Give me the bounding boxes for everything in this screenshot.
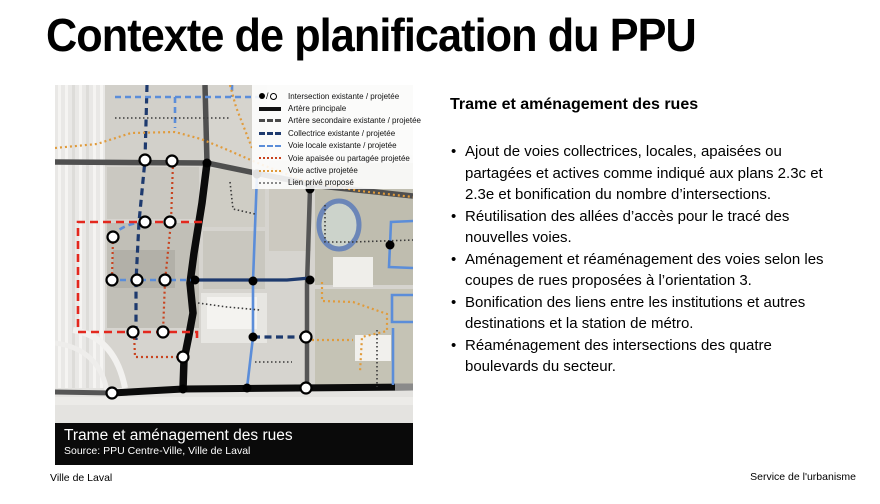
- bullet-item: • Ajout de voies collectrices, locales, apaisées ou partagées et actives comme indiqué aux plans 2.3c et 2.3e et bonification du nombre d’intersections.: [450, 141, 830, 206]
- footer-department: Service de l'urbanisme: [750, 471, 856, 483]
- dotted-red-line-icon: [259, 157, 285, 159]
- dashed-gray-line-icon: [259, 119, 285, 122]
- legend-item: Voie locale existante / projetée: [259, 140, 413, 152]
- dotted-orange-line-icon: [259, 170, 285, 172]
- bullet-item: • Réaménagement des intersections des quatre boulevards du secteur.: [450, 335, 830, 378]
- legend-item: Artère secondaire existante / projetée: [259, 115, 413, 127]
- map-figure: [55, 85, 421, 465]
- legend-item: Artère principale: [259, 102, 413, 114]
- bullet-item: • Aménagement et réaménagement des voies selon les coupes de rues proposées à l’orientation 3.: [450, 249, 830, 292]
- intersection-circles-icon: /: [259, 92, 285, 100]
- content-heading: Trame et aménagement des rues: [450, 96, 699, 113]
- page-title: Contexte de planification du PPU: [46, 9, 696, 61]
- solid-thick-line-icon: [259, 107, 285, 111]
- bullet-list: [450, 141, 830, 378]
- legend-item: / Intersection existante / projetée: [259, 90, 413, 102]
- content-column: [450, 96, 830, 378]
- map-caption-title: Trame et aménagement des rues: [64, 427, 293, 444]
- dashed-blue-line-icon: [259, 145, 285, 147]
- dotted-gray-line-icon: [259, 182, 285, 184]
- legend-item: Voie active projetée: [259, 164, 413, 176]
- map-caption-source: Source: PPU Centre-Ville, Ville de Laval: [64, 445, 251, 457]
- footer-organization: Ville de Laval: [50, 472, 113, 484]
- bullet-item: • Réutilisation des allées d’accès pour le tracé des nouvelles voies.: [450, 206, 830, 249]
- bottom-boulevard-left: [55, 392, 112, 393]
- bullet-item: • Bonification des liens entre les institutions et autres destinations et la station de métro.: [450, 292, 830, 335]
- dashed-navy-line-icon: [259, 132, 285, 135]
- map-legend: [252, 85, 421, 189]
- legend-item: Voie apaisée ou partagée projetée: [259, 152, 413, 164]
- legend-item: Lien privé proposé: [259, 177, 413, 189]
- map-caption: [55, 423, 413, 465]
- legend-item: Collectrice existante / projetée: [259, 127, 413, 139]
